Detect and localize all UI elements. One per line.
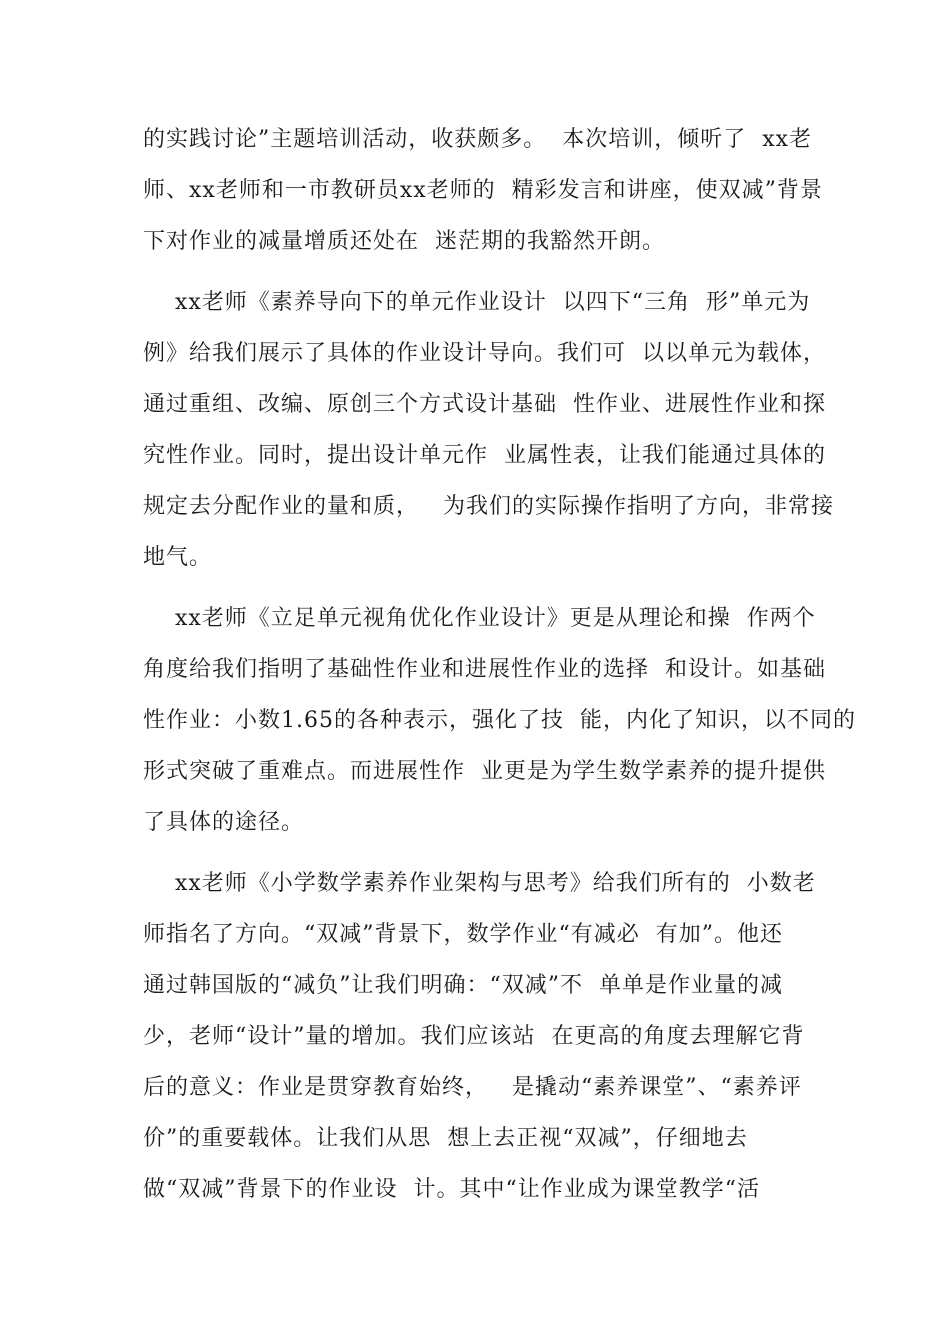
document-body [143,114,856,1215]
text-line: 价”的重要载体。让我们从思 想上去正视“双减”，仔细地去 [143,1126,748,1151]
text-line: 规定去分配作业的量和质， 为我们的实际操作指明了方向，非常接 [143,494,834,519]
text-line: 下对作业的减量增质还处在 迷茫期的我豁然开朗。 [143,229,665,254]
text-line: 少，老师“设计”量的增加。我们应该站 在更高的角度去理解它背 [143,1024,805,1049]
text-line: 通过韩国版的“减负”让我们明确：“双减”不 单单是作业量的减 [143,973,783,998]
text-line: xx老师《立足单元视角优化作业设计》更是从理论和操 作两个 [143,606,816,631]
text-line: 后的意义：作业是贯穿教育始终， 是撬动“素养课堂”、“素养评 [143,1075,802,1100]
text-line: 了具体的途径。 [143,810,305,835]
paragraph-3 [143,593,856,848]
text-line: 的实践讨论”主题培训活动，收获颇多。 本次培训，倾听了 xx老 [143,127,813,152]
text-line: xx老师《小学数学素养作业架构与思考》给我们所有的 小数老 [143,871,816,896]
text-line: 通过重组、改编、原创三个方式设计基础 性作业、进展性作业和探 [143,392,826,417]
text-line: 师、xx老师和一市教研员xx老师的 精彩发言和讲座，使双减”背景 [143,178,823,203]
paragraph-2 [143,277,834,583]
paragraph-1 [143,114,823,267]
text-line: 例》给我们展示了具体的作业设计导向。我们可 以以单元为载体， [143,341,826,366]
text-line: 形式突破了重难点。而进展性作 业更是为学生数学素养的提升提供 [143,759,826,784]
text-line: 性作业：小数1.65的各种表示，强化了技 能，内化了知识，以不同的 [143,708,856,733]
text-line: 师指名了方向。“双减”背景下，数学作业“有减必 有加”。他还 [143,922,783,947]
text-line: xx老师《素养导向下的单元作业设计 以四下“三角 形”单元为 [143,290,811,315]
paragraph-4 [143,858,823,1215]
text-line: 角度给我们指明了基础性作业和进展性作业的选择 和设计。如基础 [143,657,826,682]
text-line: 做“双减”背景下的作业设 计。其中“让作业成为课堂教学“活 [143,1177,760,1202]
text-line: 地气。 [143,545,213,570]
text-line: 究性作业。同时，提出设计单元作 业属性表，让我们能通过具体的 [143,443,826,468]
